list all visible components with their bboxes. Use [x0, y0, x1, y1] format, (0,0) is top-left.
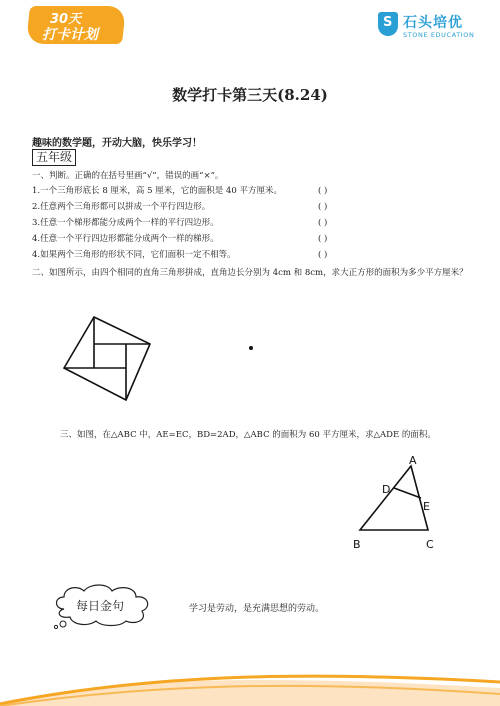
judgment-item: 1.一个三角形底长 8 厘米，高 5 厘米，它的面积是 40 平方厘米。: [32, 186, 282, 196]
answer-paren[interactable]: ( ): [318, 250, 328, 260]
judgment-item: 2.任意两个三角形都可以拼成一个平行四边形。: [32, 202, 211, 212]
daily-quote: 学习是劳动，是充满思想的劳动。: [189, 604, 325, 614]
cloud-label: 每日金句: [76, 599, 125, 613]
campaign-badge: [28, 6, 124, 44]
label-b: B: [353, 538, 361, 551]
answer-paren[interactable]: ( ): [318, 218, 328, 228]
section3-question: 三、如图，在△ABC 中，AE=EC，BD=2AD，△ABC 的面积为 60 平方厘米，求△ADE 的面积。: [60, 430, 436, 440]
answer-paren[interactable]: ( ): [318, 234, 328, 244]
label-e: E: [423, 500, 430, 513]
dot-mark: [249, 346, 253, 350]
label-d: D: [382, 483, 391, 496]
brand-subtitle: STONE EDUCATION: [403, 31, 475, 39]
outer-square: [64, 317, 150, 400]
judgment-item: 3.任意一个梯形都能分成两个一样的平行四边形。: [32, 218, 219, 228]
label-c: C: [426, 538, 434, 551]
page-title: 数学打卡第三天(8.24): [172, 86, 328, 104]
answer-paren[interactable]: ( ): [318, 202, 328, 212]
footer-wave: [0, 666, 500, 706]
square-figure: [56, 312, 156, 408]
brand-logo: [378, 12, 488, 42]
grade-label: 五年级: [32, 149, 76, 166]
triangle-abc: [360, 466, 428, 530]
intro-text: 趣味的数学题，开动大脑，快乐学习！: [32, 138, 202, 149]
section2-question: 二、如图所示，由四个相同的直角三角形拼成，直角边长分别为 4cm 和 8cm，求大正方形的面积为多少平方厘米？: [32, 268, 468, 278]
triangle-figure: [348, 452, 448, 552]
section1-heading: 一、判断。正确的在括号里画“√”，错误的画“×”。: [32, 171, 224, 181]
judgment-item: 4.任意一个平行四边形都能分成两个一样的梯形。: [32, 234, 219, 244]
badge-line1: 30天: [50, 12, 82, 27]
shield-icon: S: [378, 12, 398, 36]
answer-paren[interactable]: ( ): [318, 186, 328, 196]
badge-line2: 打卡计划: [42, 27, 98, 43]
label-a: A: [409, 454, 417, 467]
brand-name: 石头培优: [403, 15, 463, 31]
judgment-item: 4.如果两个三角形的形状不同，它们面积一定不相等。: [32, 250, 236, 260]
